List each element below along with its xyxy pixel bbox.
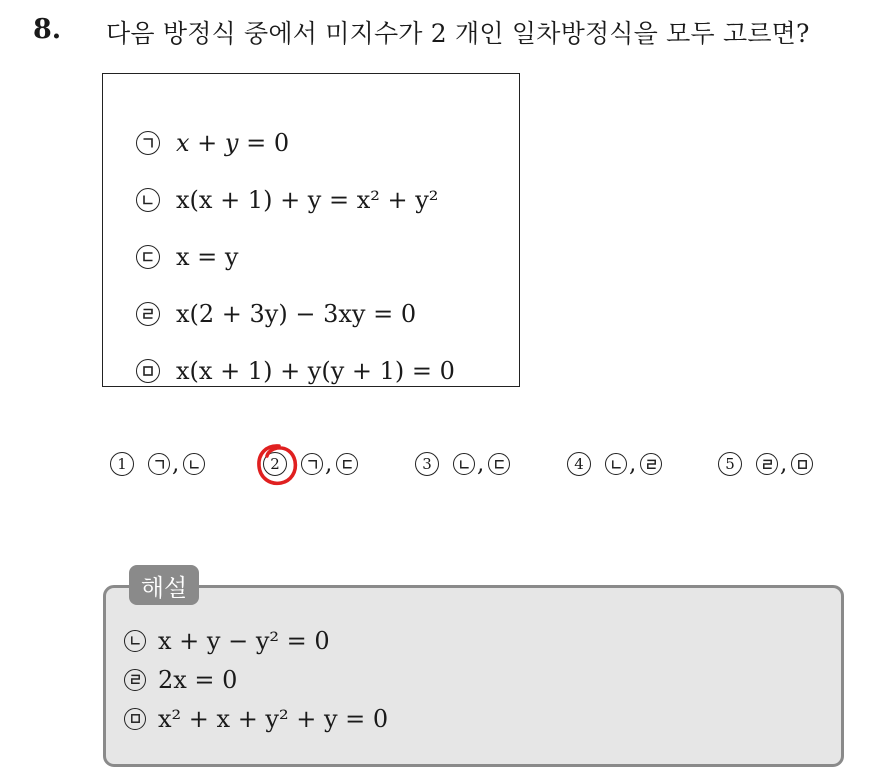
choice-number: 1 xyxy=(110,452,134,476)
choice-number: 2 xyxy=(263,452,287,476)
solution-expression: x + y − y² = 0 xyxy=(158,626,330,655)
equation-item xyxy=(136,342,519,399)
circled-nieun-icon xyxy=(136,188,160,212)
equation-box xyxy=(102,73,520,387)
circled-mieum-icon xyxy=(124,708,146,730)
choice-number: 5 xyxy=(718,452,742,476)
answer-choices xyxy=(110,451,830,481)
equation-expression: x = y xyxy=(176,242,239,271)
circled-rieul-icon xyxy=(124,669,146,691)
circled-nieun-icon xyxy=(183,453,205,475)
equation-item xyxy=(136,285,519,342)
solution-label: 해설 xyxy=(129,565,199,605)
choice-3[interactable]: 3 , xyxy=(415,451,510,477)
solution-line xyxy=(124,621,388,660)
solution-line xyxy=(124,699,388,738)
choice-1[interactable]: 1 , xyxy=(110,451,205,477)
equation-item xyxy=(136,228,519,285)
equation-item xyxy=(136,171,519,228)
question-text: 다음 방정식 중에서 미지수가 2 개인 일차방정식을 모두 고르면? xyxy=(106,19,810,48)
choice-number: 4 xyxy=(567,452,591,476)
choice-5[interactable]: 5 , xyxy=(718,451,813,477)
circled-nieun-icon xyxy=(453,453,475,475)
choice-4[interactable]: 4 , xyxy=(567,451,662,477)
circled-digeut-icon xyxy=(336,453,358,475)
equation-expression: x + y = 0 xyxy=(176,128,290,157)
circled-mieum-icon xyxy=(791,453,813,475)
circled-nieun-icon xyxy=(605,453,627,475)
circled-rieul-icon xyxy=(640,453,662,475)
equation-expression: x(2 + 3y) − 3xy = 0 xyxy=(176,299,417,328)
solution-lines xyxy=(124,621,388,738)
equation-item xyxy=(136,114,519,171)
question-number: 8. xyxy=(33,14,62,45)
solution-line xyxy=(124,660,388,699)
circled-giyeok-icon xyxy=(148,453,170,475)
equation-expression: x(x + 1) + y(y + 1) = 0 xyxy=(176,356,455,385)
circled-nieun-icon xyxy=(124,630,146,652)
circled-rieul-icon xyxy=(136,302,160,326)
solution-expression: x² + x + y² + y = 0 xyxy=(158,704,389,733)
circled-giyeok-icon xyxy=(301,453,323,475)
circled-digeut-icon xyxy=(488,453,510,475)
choice-2[interactable]: 2 , xyxy=(263,451,358,477)
circled-mieum-icon xyxy=(136,359,160,383)
circled-rieul-icon xyxy=(756,453,778,475)
circled-giyeok-icon xyxy=(136,131,160,155)
equation-expression: x(x + 1) + y = x² + y² xyxy=(176,185,439,214)
solution-expression: 2x = 0 xyxy=(158,665,238,694)
choice-number: 3 xyxy=(415,452,439,476)
circled-digeut-icon xyxy=(136,245,160,269)
